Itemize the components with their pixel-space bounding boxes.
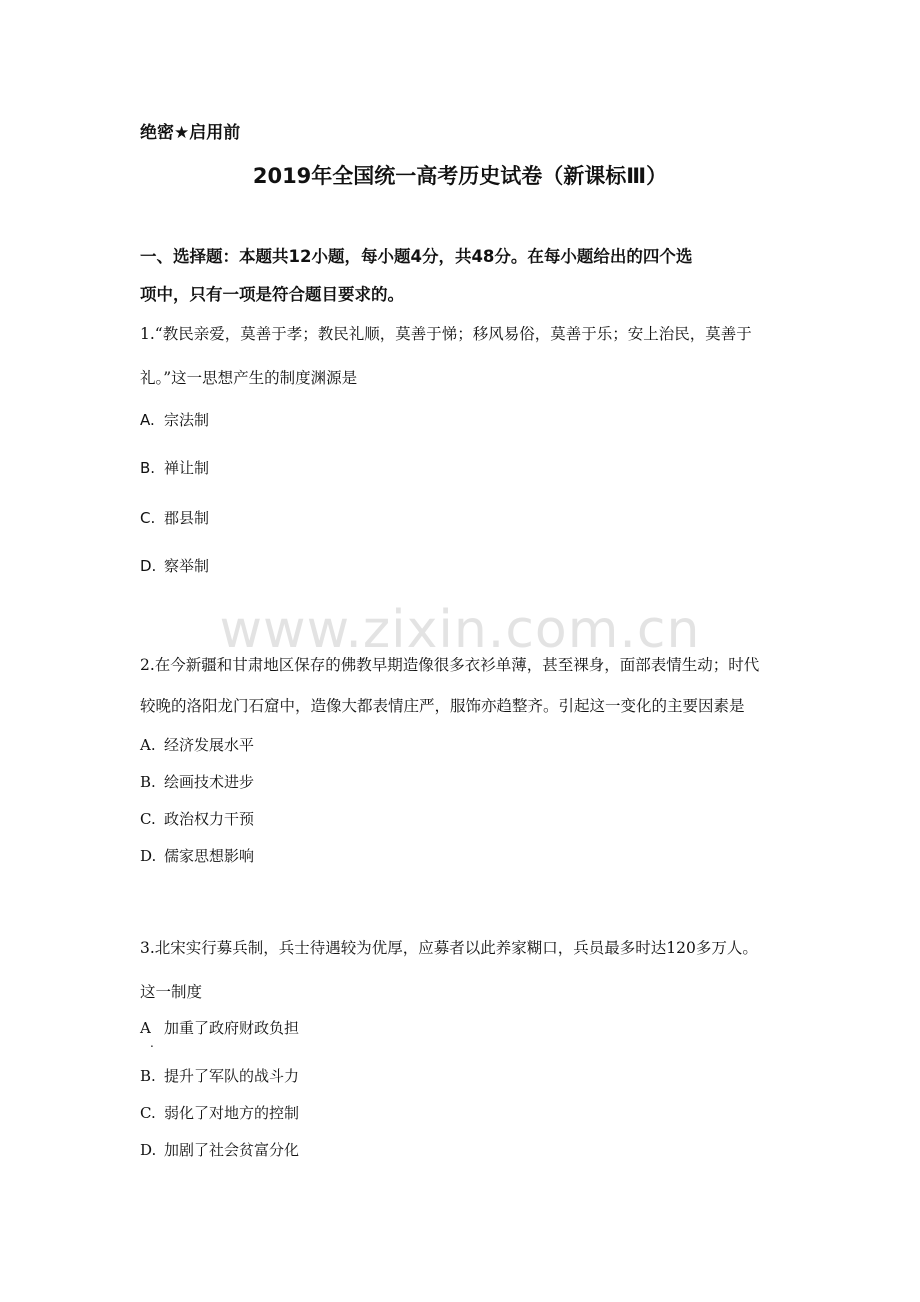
question-2-option-a <box>140 734 254 755</box>
option-letter: B. <box>140 773 156 791</box>
option-letter: B. <box>140 1067 156 1085</box>
question-1-stem-line-1: 1.“教民亲爱，莫善于孝；教民礼顺，莫善于悌；移风易俗，莫善于乐；安上治民，莫善于 <box>140 325 752 343</box>
option-letter: C. <box>140 810 156 828</box>
option-text: 绘画技术进步 <box>164 773 255 791</box>
question-1-option-d <box>140 555 209 576</box>
option-letter: D. <box>140 847 157 865</box>
section-heading-line-1: 一、选择题：本题共12小题，每小题4分，共48分。在每小题给出的四个选 <box>140 247 693 266</box>
option-letter: C. <box>140 1104 156 1122</box>
question-2-option-c <box>140 808 254 829</box>
question-2-stem-line-1: 2.在今新疆和甘肃地区保存的佛教早期造像很多衣衫单薄，甚至裸身，面部表情生动；时代 <box>140 656 760 674</box>
question-2-stem-line-2: 较晚的洛阳龙门石窟中，造像大都表情庄严，服饰亦趋整齐。引起这一变化的主要因素是 <box>140 697 745 715</box>
question-1-option-a <box>140 409 209 430</box>
option-text: 察举制 <box>164 557 210 575</box>
option-letter: D. <box>140 557 157 575</box>
option-text: 经济发展水平 <box>164 736 255 754</box>
question-3-option-d <box>140 1139 299 1160</box>
watermark: www.zixin.com.cn <box>219 600 701 660</box>
question-3-option-a <box>140 1017 299 1038</box>
question-1-option-b <box>140 457 209 478</box>
page-title: 2019年全国统一高考历史试卷（新课标Ⅲ） <box>252 164 668 188</box>
option-text: 加重了政府财政负担 <box>164 1019 300 1037</box>
option-letter: B. <box>140 459 156 477</box>
question-2-option-b <box>140 771 254 792</box>
question-1-stem-line-2: 礼。”这一思想产生的制度渊源是 <box>140 369 358 387</box>
option-text: 弱化了对地方的控制 <box>164 1104 300 1122</box>
option-text: 政治权力干预 <box>164 810 255 828</box>
option-text: 加剧了社会贫富分化 <box>164 1141 300 1159</box>
option-text: 儒家思想影响 <box>164 847 255 865</box>
option-text: 禅让制 <box>164 459 210 477</box>
question-3-stem-line-1: 3.北宋实行募兵制，兵士待遇较为优厚，应募者以此养家糊口，兵员最多时达120多万人。 <box>140 939 758 957</box>
option-letter: D. <box>140 1141 157 1159</box>
question-3-stem-line-2: 这一制度 <box>140 983 203 1001</box>
option-letter: A. <box>140 736 156 754</box>
question-1-option-c <box>140 507 209 528</box>
question-3-option-b <box>140 1065 299 1086</box>
option-text: 宗法制 <box>164 411 210 429</box>
option-text: 郡县制 <box>164 509 210 527</box>
option-letter: C. <box>140 509 156 527</box>
question-3-option-c <box>140 1102 299 1123</box>
stray-dot-mark: . <box>150 1036 154 1050</box>
section-heading-line-2: 项中，只有一项是符合题目要求的。 <box>140 285 404 304</box>
question-2-option-d <box>140 845 254 866</box>
option-letter: A. <box>140 411 155 429</box>
confidential-label: 绝密★启用前 <box>140 123 241 143</box>
option-text: 提升了军队的战斗力 <box>164 1067 300 1085</box>
option-letter: A <box>140 1019 151 1037</box>
